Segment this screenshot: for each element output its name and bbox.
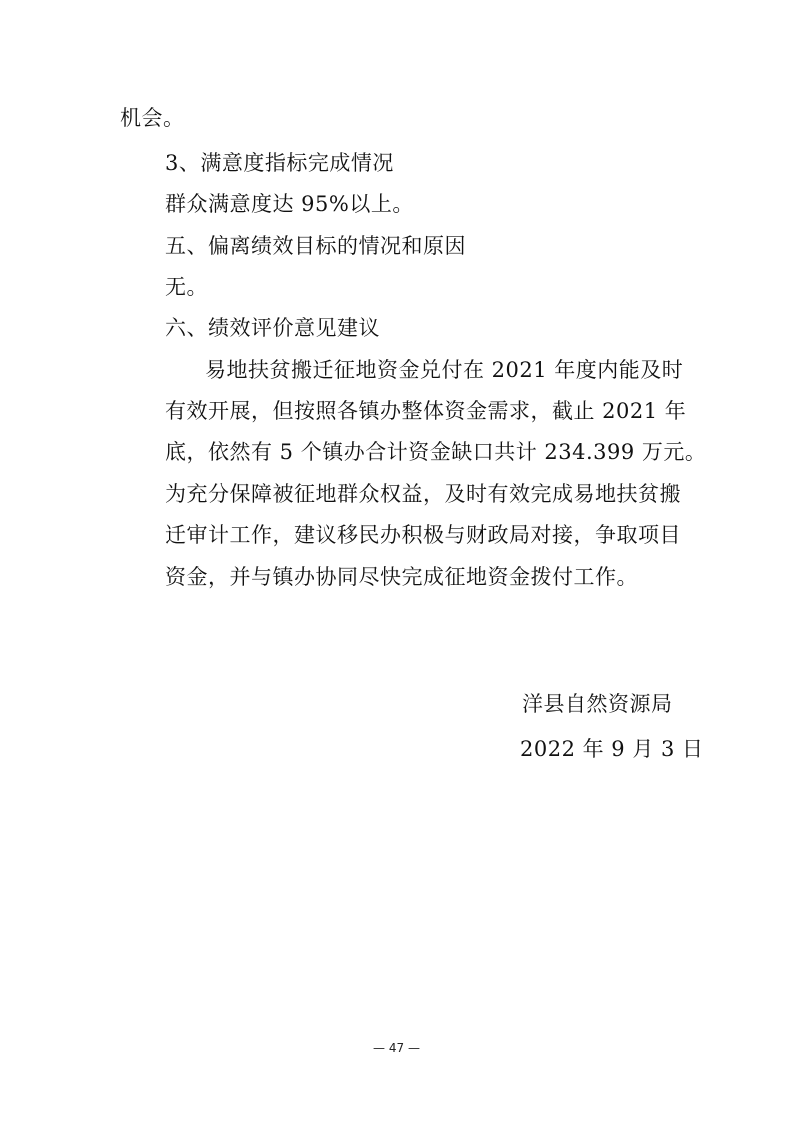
signature-date: 2022 年 9 月 3 日	[520, 737, 704, 761]
signature-organization: 洋县自然资源局	[522, 692, 673, 716]
paragraph-line: 底，依然有 5 个镇办合计资金缺口共计 234.399 万元。	[165, 440, 707, 464]
paragraph-line: 迁审计工作，建议移民办积极与财政局对接，争取项目	[165, 523, 681, 547]
section-heading-suggestions: 六、绩效评价意见建议	[165, 316, 380, 340]
text-line-satisfaction: 群众满意度达 95%以上。	[165, 192, 414, 216]
section-heading-deviation: 五、偏离绩效目标的情况和原因	[165, 234, 466, 258]
text-line-continuation: 机会。	[120, 106, 185, 130]
page-number: — 47 —	[373, 1041, 420, 1055]
paragraph-line: 为充分保障被征地群众权益，及时有效完成易地扶贫搬	[165, 482, 681, 506]
paragraph-line: 资金，并与镇办协同尽快完成征地资金拨付工作。	[165, 565, 638, 589]
paragraph-line: 易地扶贫搬迁征地资金兑付在 2021 年度内能及时	[205, 358, 684, 382]
section-heading-satisfaction: 3、满意度指标完成情况	[165, 151, 394, 175]
text-line-none: 无。	[165, 275, 208, 299]
paragraph-line: 有效开展，但按照各镇办整体资金需求，截止 2021 年	[165, 399, 687, 423]
